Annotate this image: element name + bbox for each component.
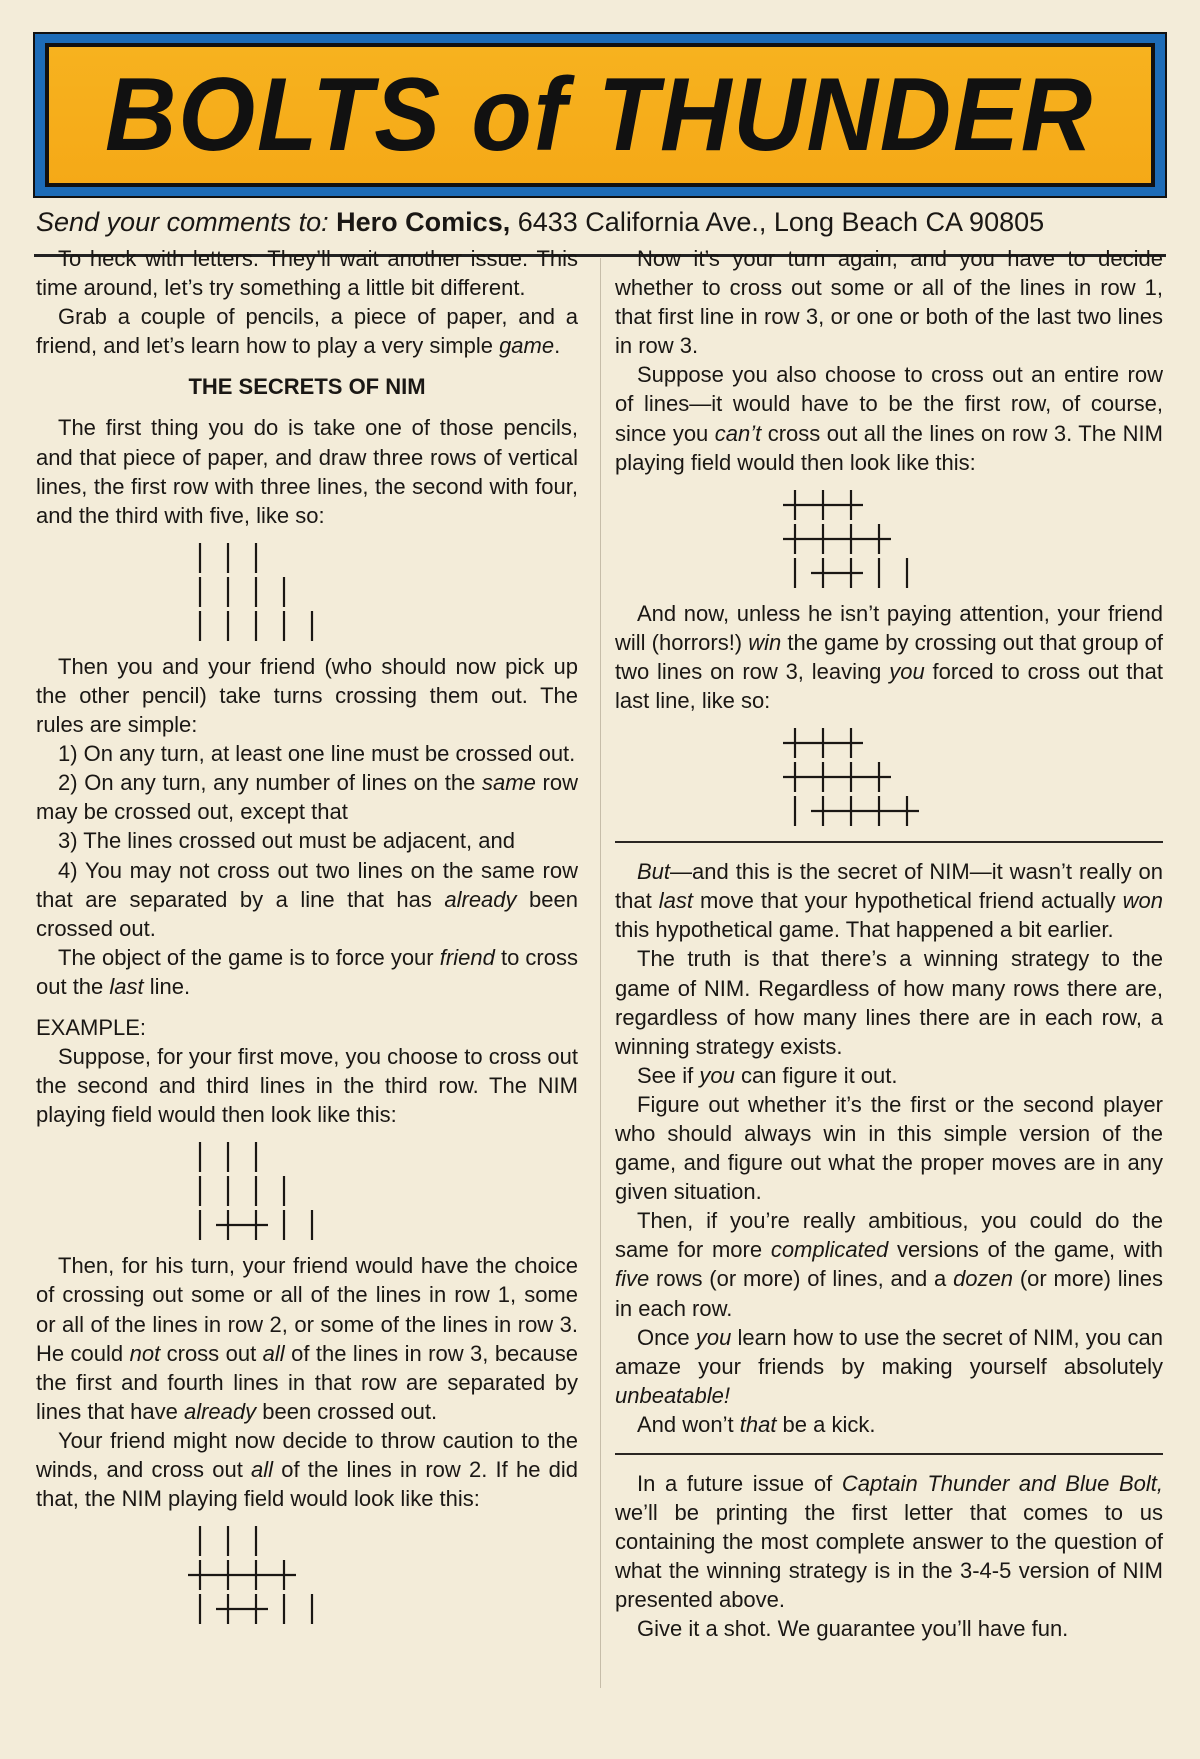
nim-row-graphic (36, 1591, 360, 1625)
text: can figure it out. (734, 1062, 898, 1088)
text: Suppose you also choose to cross out an entire row of lines—it would have to be the first row, of course, since you (615, 362, 1163, 446)
text: To heck with letters. They’ll wait another issue. This time around, let’s try something a little bit different. (36, 246, 578, 301)
nim-row-graphic (615, 487, 899, 521)
paragraph (36, 1042, 578, 1129)
paragraph (36, 943, 578, 1001)
text: last (109, 973, 144, 999)
nim-row (36, 574, 578, 608)
text: learn how to use the secret of NIM, you can amaze your friends by making yourself absolutely (615, 1324, 1163, 1379)
text: (or more) lines in each row. (615, 1266, 1163, 1321)
nim-diagram (36, 1523, 578, 1625)
nim-row-graphic (615, 793, 955, 827)
text: complicated (770, 1237, 889, 1263)
nim-row-graphic (36, 1557, 332, 1591)
text: can’t (714, 420, 762, 446)
paragraph (615, 1469, 1163, 1614)
text: you (889, 658, 925, 684)
text: But (637, 859, 671, 885)
text: already (444, 886, 517, 912)
nim-row-graphic (615, 725, 899, 759)
text: In a future issue of (637, 1471, 842, 1496)
text: been crossed out. (36, 886, 578, 941)
text: that (739, 1411, 777, 1437)
nim-row (615, 793, 1163, 827)
text: 1) On any turn, at least one line must be crossed out. (58, 741, 576, 767)
text: Suppose, for your first move, you choose to cross out the second and third lines in the third row. The NIM playing field would then look like this: (36, 1044, 578, 1128)
text: dozen (953, 1266, 1014, 1292)
paragraph (36, 1426, 578, 1513)
paragraph (615, 1410, 1163, 1439)
text: line. (143, 973, 191, 999)
text: this hypothetical game. That happened a bit earlier. (615, 917, 1114, 943)
paragraph (615, 599, 1163, 715)
text: five (615, 1266, 650, 1292)
nim-row-graphic (36, 608, 360, 642)
paragraph (615, 1090, 1163, 1206)
nim-row (36, 1173, 578, 1207)
text: The first thing you do is take one of those pencils, and that piece of paper, and draw three rows of vertical lines, the first row with three lines, the second with four, and the third with five, like so: (36, 415, 578, 528)
text: game (499, 333, 555, 359)
text: Figure out whether it’s the first or the second player who should always win in this simple version of the game, and figure out what the proper moves are in any given situation. (615, 1091, 1163, 1205)
title-banner-inner (45, 43, 1155, 187)
rule-item (36, 826, 578, 855)
section-heading: THE SECRETS OF NIM (188, 374, 426, 400)
paragraph (615, 1614, 1163, 1643)
text: . (554, 333, 561, 359)
text: forced to cross out that last line, like so: (615, 658, 1163, 714)
nim-row (615, 759, 1163, 793)
text: been crossed out. (256, 1398, 438, 1424)
text: 3) The lines crossed out must be adjacent, and (58, 828, 515, 854)
nim-row (36, 540, 578, 574)
nim-row-graphic (36, 1139, 304, 1173)
text: 2) On any turn, any number of lines on the (58, 770, 483, 796)
text: the game by crossing out that group of two lines on row 3, leaving (615, 629, 1163, 684)
nim-diagram (615, 725, 1163, 827)
nim-row-graphic (615, 555, 955, 589)
address-line (36, 207, 1166, 238)
page-title: BOLTS of THUNDER (105, 56, 1095, 173)
text: won (1122, 888, 1163, 914)
text: Then, if you’re really ambitious, you could do the same for more (615, 1208, 1163, 1263)
text: —and this is the secret of NIM—it wasn’t really on that (615, 859, 1163, 914)
text: rows (or more) of lines, and a (649, 1266, 954, 1292)
text: friend (439, 944, 495, 970)
address-lead: Send your comments to: (36, 207, 329, 237)
paragraph (615, 1061, 1163, 1090)
paragraph (615, 944, 1163, 1060)
nim-row (615, 725, 1163, 759)
text: And won’t (637, 1411, 740, 1437)
column-divider (600, 258, 601, 1688)
right-column (615, 244, 1163, 1644)
nim-row (615, 521, 1163, 555)
text: Captain Thunder and Blue Bolt, (841, 1471, 1164, 1496)
example-heading: EXAMPLE: (36, 1014, 147, 1040)
text: Now it’s your turn again, and you have to decide whether to cross out some or all of the lines in row 1, that first line in row 3, or one or both of the last two lines in row 3. (615, 246, 1163, 359)
text: move that your hypothetical friend actually (693, 888, 1123, 914)
text: The object of the game is to force your (58, 944, 440, 970)
nim-row-graphic (36, 1173, 332, 1207)
text: Your friend might now decide to throw caution to the winds, and cross out (36, 1427, 578, 1482)
paragraph (36, 244, 578, 302)
paragraph (36, 302, 578, 360)
rule-item (36, 739, 578, 768)
text: row may be crossed out, except that (36, 770, 578, 825)
text: be a kick. (776, 1411, 876, 1437)
title-banner (33, 32, 1167, 198)
address-org: Hero Comics, (336, 207, 511, 237)
nim-row (36, 1207, 578, 1241)
nim-diagram (615, 487, 1163, 589)
nim-row-graphic (36, 1207, 360, 1241)
text: unbeatable! (615, 1382, 730, 1408)
paragraph (36, 413, 578, 529)
text: you (695, 1324, 732, 1350)
nim-row (615, 555, 1163, 589)
paragraph (615, 1206, 1163, 1322)
nim-row (36, 1139, 578, 1173)
paragraph (615, 244, 1163, 360)
text: not (129, 1340, 161, 1366)
section-divider (615, 841, 1163, 843)
section-divider (615, 1453, 1163, 1455)
text: last (658, 888, 693, 914)
text: cross out (160, 1340, 263, 1366)
text: already (183, 1398, 257, 1424)
paragraph (615, 360, 1163, 476)
paragraph (615, 1323, 1163, 1410)
nim-row (36, 608, 578, 642)
address-street: 6433 California Ave., Long Beach CA 90805 (517, 207, 1045, 237)
nim-row-graphic (615, 759, 927, 793)
text: versions of the game, with (888, 1237, 1163, 1263)
text: win (748, 629, 782, 655)
text: 4) You may not cross out two lines on the same row that are separated by a line that has (36, 857, 578, 912)
text: of the lines in row 3, because the first and fourth lines in that row are separated by lines that have (36, 1340, 579, 1424)
nim-row (615, 487, 1163, 521)
text: Grab a couple of pencils, a piece of paper, and a friend, and let’s learn how to play a very simple (36, 304, 578, 359)
text: you (699, 1062, 735, 1088)
nim-row (36, 1591, 578, 1625)
text: Then you and your friend (who should now pick up the other pencil) take turns crossing them out. The rules are simple: (36, 653, 578, 738)
text: of the lines in row 2. If he did that, the NIM playing field would look like this: (36, 1457, 578, 1512)
nim-diagram (36, 1139, 578, 1241)
nim-diagram (36, 540, 578, 642)
text: cross out all the lines on row 3. The NIM playing field would then look like this: (615, 420, 1163, 475)
text: we’ll be printing the first letter that comes to us containing the most complete answer to the question of what the winning strategy is in the 3-4-5 version of NIM presented above. (615, 1500, 1163, 1613)
paragraph (36, 652, 578, 739)
text: And now, unless he isn’t paying attention, your friend will (horrors!) (615, 600, 1163, 655)
rule-item (36, 768, 578, 826)
nim-row-graphic (36, 1523, 304, 1557)
text: Then, for his turn, your friend would have the choice of crossing out some or all of the lines in row 1, some or all of the lines in row 2, or some of the lines in row 3. He could (36, 1253, 578, 1366)
text: Once (637, 1324, 696, 1350)
nim-row-graphic (36, 574, 332, 608)
text: same (482, 770, 536, 796)
nim-row (36, 1523, 578, 1557)
paragraph (36, 1251, 578, 1426)
rule-item (36, 856, 578, 943)
text: The truth is that there’s a winning strategy to the game of NIM. Regardless of how many rows there are, regardless of how many lines there are in each row, a winning strategy exists. (615, 946, 1163, 1059)
nim-row-graphic (615, 521, 927, 555)
nim-row (36, 1557, 578, 1591)
text: See if (637, 1062, 700, 1088)
text: to cross out the (36, 944, 578, 999)
text: all (251, 1457, 274, 1482)
nim-row-graphic (36, 540, 304, 574)
text: all (262, 1340, 285, 1366)
paragraph (615, 857, 1163, 944)
text: Give it a shot. We guarantee you’ll have fun. (637, 1616, 1069, 1642)
left-column (36, 244, 578, 1635)
